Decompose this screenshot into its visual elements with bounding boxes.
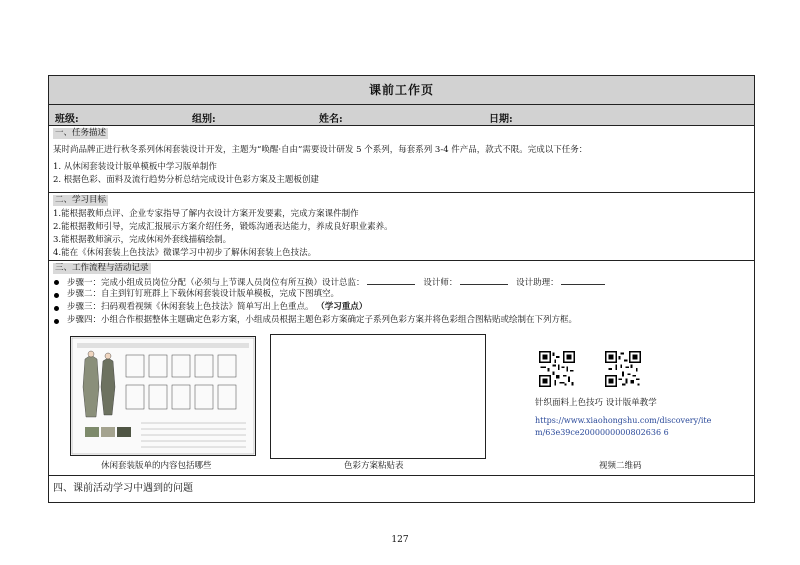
qr-title: 针织面料上色技巧 设计版单教学 — [535, 398, 657, 408]
bullet-icon — [54, 280, 59, 285]
step-4: 步骤四：小组合作根据整体主题确定色彩方案，小组成员根据主题色彩方案确定子系列色彩方案并将色彩组合图粘贴或绘制在下列方框。 — [67, 315, 578, 325]
step-3 — [67, 302, 367, 313]
worksheet-table — [48, 75, 755, 503]
page-number: 127 — [391, 535, 409, 545]
task-intro: 某时尚品牌正进行秋冬系列休闲套装设计开发，主题为“唤醒·自由”需要设计研发 5 个系列，每套系列 3-4 件产品，款式不限。完成以下任务： — [53, 145, 588, 155]
name-label: 姓名: — [319, 114, 343, 125]
section1-heading: 一、任务描述 — [55, 128, 107, 138]
section3-heading: 三、工作流程与活动记录 — [55, 263, 149, 273]
questions-section — [49, 476, 754, 504]
step-1 — [67, 276, 605, 289]
designer-blank[interactable] — [460, 276, 508, 285]
info-row — [49, 105, 754, 126]
design-sheet-thumbnail — [71, 337, 255, 455]
caption-color-scheme: 色彩方案粘贴表 — [344, 461, 404, 471]
qr-code-icon[interactable] — [605, 351, 641, 387]
workflow-section — [49, 261, 754, 476]
task-description-section — [49, 126, 754, 193]
designer-label: 设计师： — [423, 278, 458, 288]
qr-code-icon[interactable] — [539, 351, 575, 387]
learning-goals-section — [49, 193, 754, 261]
caption-design-sheet: 休闲套装版单的内容包括哪些 — [101, 461, 212, 471]
task-item-1: 1. 从休闲套装设计版单模板中学习版单制作 — [53, 162, 217, 172]
bullet-icon — [54, 293, 59, 298]
design-sheet-box — [70, 336, 256, 456]
task-item-2: 2. 根据色彩、面料及流行趋势分析总结完成设计色彩方案及主题板创建 — [53, 175, 319, 185]
url-line-1[interactable]: https://www.xiaohongshu.com/discovery/ite — [535, 416, 712, 425]
section2-heading: 二、学习目标 — [55, 195, 107, 205]
page-title: 课前工作页 — [49, 76, 754, 105]
bullet-icon — [54, 319, 59, 324]
step-3-text: 步骤三：扫码观看视频《休闲套装上色技法》简单写出上色重点。 — [67, 302, 314, 312]
group-label: 组别: — [192, 114, 216, 125]
color-scheme-paste-box[interactable] — [270, 334, 486, 459]
bullet-icon — [54, 306, 59, 311]
step-1-text: 步骤一：完成小组成员岗位分配（必须与上节课人员岗位有所互换）设计总监： — [67, 278, 365, 288]
assistant-blank[interactable] — [561, 276, 605, 285]
director-blank[interactable] — [367, 276, 415, 285]
goal-2: 2.能根据教师引导，完成汇报展示方案介绍任务，锻炼沟通表达能力，养成良好职业素养。 — [53, 222, 393, 232]
date-label: 日期: — [489, 114, 513, 125]
class-label: 班级: — [55, 114, 79, 125]
section4-heading: 四、课前活动学习中遇到的问题 — [53, 483, 193, 494]
step-2: 步骤二：自主到钉钉班群上下载休闲套装设计版单模板，完成下图填空。 — [67, 289, 340, 299]
goal-3: 3.能根据教师演示，完成休闲外套线描稿绘制。 — [53, 235, 232, 245]
url-line-2[interactable]: m/63e39ce2000000000802636 6 — [535, 428, 669, 437]
step-3-note: （学习重点） — [316, 302, 368, 312]
goal-4: 4.能在《休闲套装上色技法》微课学习中初步了解休闲套装上色技法。 — [53, 248, 317, 258]
goal-1: 1.能根据教师点评、企业专家指导了解内衣设计方案开发要素，完成方案课件制作 — [53, 209, 359, 219]
assistant-label: 设计助理： — [516, 278, 559, 288]
qr-caption: 视频二维码 — [599, 461, 642, 471]
